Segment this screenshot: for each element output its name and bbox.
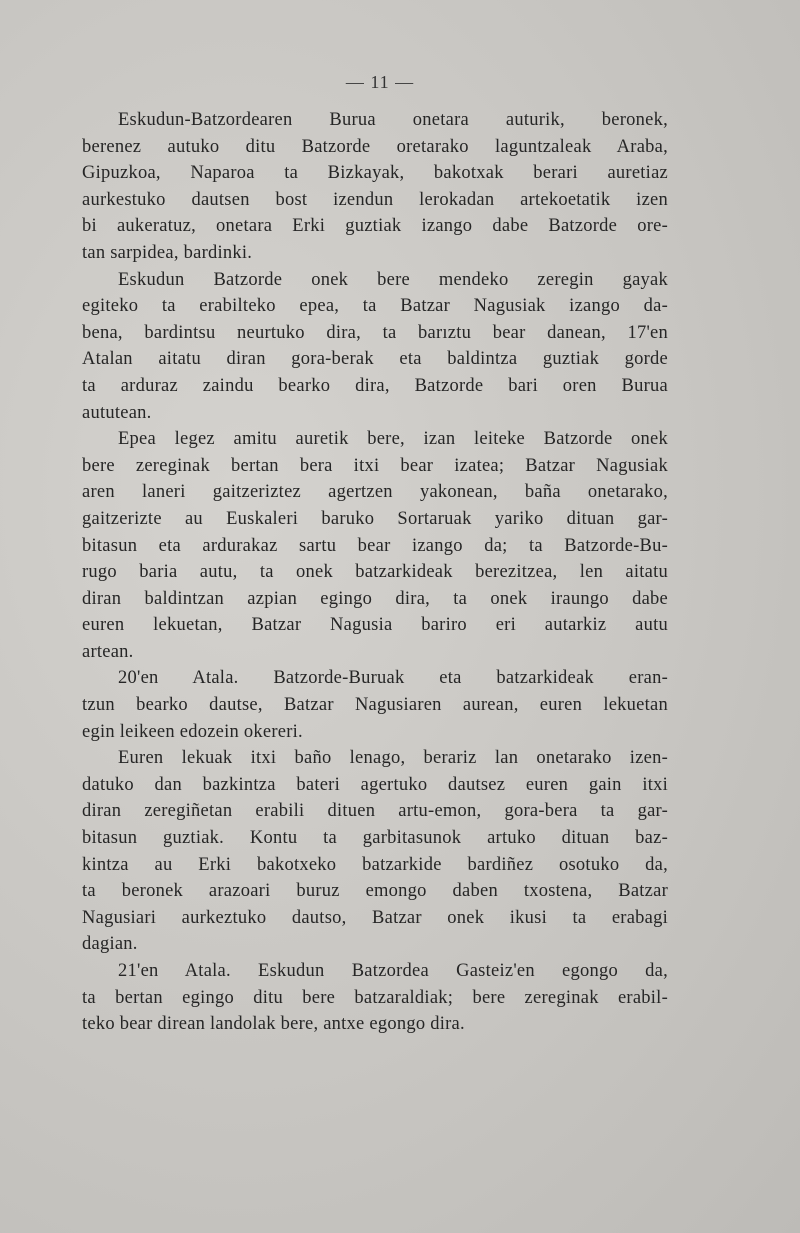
- text-line: tzun bearko dautse, Batzar Nagusiaren aurean, euren lekuetan: [82, 695, 668, 716]
- text-line: Epea legez amitu auretik bere, izan leiteke Batzorde onek: [118, 429, 668, 450]
- text-line: bitasun guztiak. Kontu ta garbitasunok artuko dituan baz-: [82, 828, 668, 849]
- paragraph: [82, 745, 668, 958]
- text-line: datuko dan bazkintza bateri agertuko dautsez euren gain itxi: [82, 774, 668, 795]
- text-line: egiteko ta erabilteko epea, ta Batzar Nagusiak izango da-: [82, 296, 668, 317]
- text-line: artean.: [82, 641, 134, 662]
- text-line: Atalan aitatu diran gora-berak eta baldintza guztiak gorde: [82, 349, 668, 370]
- paragraph: [82, 426, 668, 665]
- text-line: Eskudun Batzorde onek bere mendeko zeregin gayak: [118, 269, 668, 290]
- text-line: Nagusiari aurkeztuko dautso, Batzar onek ikusi ta erabagi: [82, 907, 668, 928]
- text-line: berenez autuko ditu Batzorde oretarako laguntzaleak Araba,: [82, 136, 668, 157]
- text-line: euren lekuetan, Batzar Nagusia bariro eri autarkiz autu: [82, 615, 668, 636]
- text-line: dagian.: [82, 934, 138, 955]
- text-line: teko bear direan landolak bere, antxe egongo dira.: [82, 1014, 465, 1035]
- paragraph: [82, 958, 668, 1038]
- text-line: 21'en Atala. Eskudun Batzordea Gasteiz'en egongo da,: [118, 961, 668, 981]
- text-line: Euren lekuak itxi baño lenago, berariz lan onetarako izen-: [118, 748, 668, 769]
- text-line: ta beronek arazoari buruz emongo daben txostena, Batzar: [82, 881, 668, 902]
- text-line: 20'en Atala. Batzorde-Buruak eta batzarkideak eran-: [118, 668, 668, 689]
- text-line: bena, bardintsu neurtuko dira, ta barıztu bear danean, 17'en: [82, 322, 668, 343]
- paragraph: [82, 107, 668, 267]
- text-line: diran zeregiñetan erabili dituen artu-emon, gora-bera ta gar-: [82, 801, 668, 822]
- text-line: bi aukeratuz, onetara Erki guztiak izango dabe Batzorde ore-: [82, 216, 668, 237]
- text-line: bere zereginak bertan bera itxi bear izatea; Batzar Nagusiak: [82, 455, 668, 476]
- text-line: kintza au Erki bakotxeko batzarkide bardiñez osotuko da,: [82, 854, 668, 875]
- text-line: aurkestuko dautsen bost izendun lerokadan artekoetatik izen: [82, 189, 668, 210]
- text-line: tan sarpidea, bardinki.: [82, 242, 253, 263]
- text-line: egin leikeen edozein okereri.: [82, 721, 303, 742]
- text-line: ta bertan egingo ditu bere batzaraldiak; bere zereginak erabil-: [82, 987, 668, 1008]
- text-line: bitasun eta ardurakaz sartu bear izango da; ta Batzorde-Bu-: [82, 535, 668, 556]
- text-line: gaitzerizte au Euskaleri baruko Sortaruak yariko dituan gar-: [82, 508, 668, 529]
- paragraph: [82, 267, 668, 427]
- text-line: diran baldintzan azpian egingo dira, ta onek iraungo dabe: [82, 588, 668, 609]
- text-line: aututean.: [82, 402, 152, 423]
- text-line: Gipuzkoa, Naparoa ta Bizkayak, bakotxak berari auretiaz: [82, 163, 668, 184]
- text-line: Eskudun-Batzordearen Burua onetara auturik, beronek,: [118, 110, 668, 130]
- paragraph: [82, 665, 668, 745]
- text-line: rugo baria autu, ta onek batzarkideak berezitzea, len aitatu: [82, 562, 668, 583]
- text-line: aren laneri gaitzeriztez agertzen yakonean, baña onetarako,: [82, 482, 668, 503]
- page-number: — 11 —: [345, 72, 415, 92]
- text-line: ta arduraz zaindu bearko dira, Batzorde bari oren Burua: [82, 375, 668, 396]
- body-text: [82, 107, 668, 1038]
